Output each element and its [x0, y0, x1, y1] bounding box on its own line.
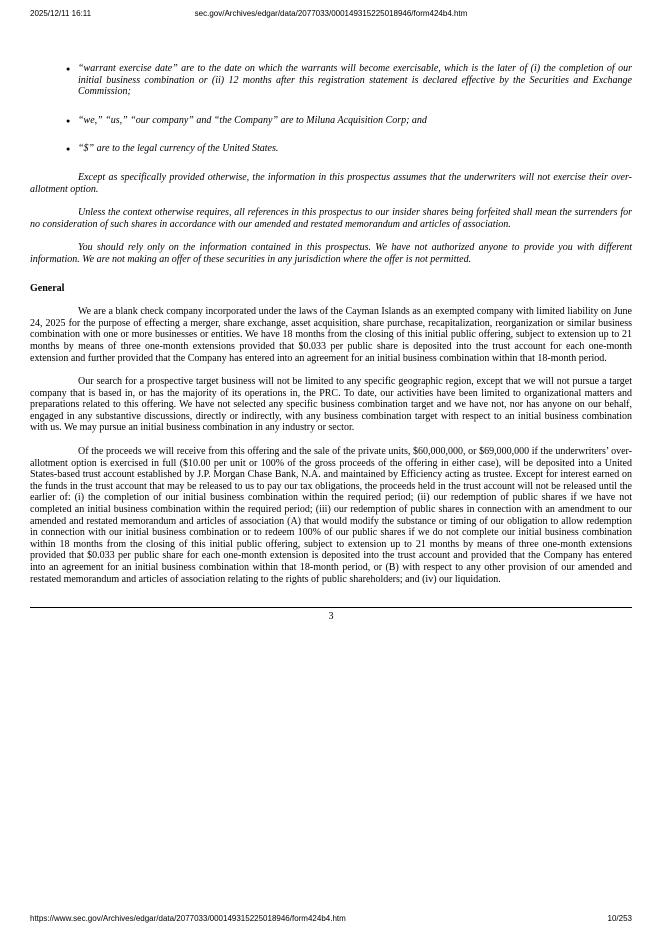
- list-item: [30, 63, 632, 98]
- notice-paragraph: Except as specifically provided otherwise, the information in this prospectus assumes that the underwriters will not exercise their over-allotment option.: [30, 171, 632, 195]
- print-title: sec.gov/Archives/edgar/data/2077033/000149315225018946/form424b4.htm: [194, 9, 468, 18]
- body-paragraph: Our search for a prospective target business will not be limited to any specific geographic region, except that we will not pursue a target company that is based in, or has the majority of its operations in, the PRC. To date, our activities have been limited to organizational matters and preparations related to this offering. We have not selected any specific business combination target and we have not, nor has anyone on our behalf, engaged in any substantive discussions, directly or indirectly, with any business combination target with respect to an initial business combination with us. We may pursue an initial business combination in any industry or sector.: [30, 376, 632, 434]
- body-paragraph: Of the proceeds we will receive from this offering and the sale of the private units, $60,000,000, or $69,000,000 if the underwriters’ over-allotment option is exercised in full ($10.00 per unit or 100% of the gross proceeds of the offering in either case), will be deposited into a United States-based trust account established by J.P. Morgan Chase Bank, N.A. and maintained by Efficiency acting as trustee. Except for interest earned on the funds in the trust account that may be released to us to pay our tax obligations, the proceeds held in the trust account will not be released until the earlier of: (i) the completion of our initial business combination within the required period; (ii) our redemption of public shares if we have not completed an initial business combination within the required period; (iii) our redemption of public shares in connection with an amendment to our amended and restated memorandum and articles of association (A) that would modify the substance or timing of our obligation to allow redemption in connection with our initial business combination or to redeem 100% of our public shares if we do not complete our initial business combination within 18 months from the closing of this initial public offering, subject to extension up to 21 months by means of three one-month extensions provided that $0.033 per public share for each one-month extension is deposited into the trust account and provided that the Company has entered into an agreement for an initial business combination within that 18-month period, or (B) with respect to any other provision of our amended and restated memorandum and articles of association relating to the rights of public shareholders; and (iv) our liquidation.: [30, 446, 632, 585]
- list-item: [30, 115, 632, 127]
- list-item-text: “$” are to the legal currency of the United States.: [78, 143, 279, 155]
- footer-page-indicator: 10/253: [607, 914, 632, 923]
- list-item-text: “we,” “us,” “our company” and “the Company” are to Miluna Acquisition Corp; and: [78, 114, 427, 126]
- list-item-text: “warrant exercise date” are to the date on which the warrants will become exercisable, which is the later of (i) the completion of our initial business combination or (ii) 12 months after this registration statement is declared effective by the Securities and Exchange Commission;: [78, 63, 632, 98]
- print-footer: [30, 914, 632, 924]
- notice-paragraph: You should rely only on the information contained in this prospectus. We have not authorized anyone to provide you with different information. We are not making an offer of these securities in any jurisdiction where the offer is not permitted.: [30, 242, 632, 265]
- document-body: [30, 63, 632, 623]
- print-timestamp: 2025/12/11 16:11: [30, 9, 92, 18]
- print-header: [30, 9, 632, 21]
- page-divider: [30, 607, 632, 608]
- footer-url: https://www.sec.gov/Archives/edgar/data/2077033/000149315225018946/form424b4.htm: [30, 914, 346, 923]
- page-number: 3: [328, 611, 334, 623]
- bullet-icon: ●: [66, 145, 71, 154]
- body-paragraph: We are a blank check company incorporated under the laws of the Cayman Islands as an exempted company with limited liability on June 24, 2025 for the purpose of effecting a merger, share exchange, asset acquisition, share purchase, recapitalization, reorganization or similar business combination with one or more businesses or entities. We have 18 months from the closing of this initial public offering, subject to extension up to 21 months by means of three one-month extensions provided that $0.033 per public share is deposited into the trust account for each one-month extension and further provided that the Company has entered into an agreement for an initial business combination within that 18-month period.: [30, 306, 632, 364]
- bullet-icon: ●: [66, 116, 71, 125]
- definitions-list: [30, 63, 632, 155]
- section-heading: General: [30, 282, 65, 294]
- notice-paragraph: Unless the context otherwise requires, all references in this prospectus to our insider shares being forfeited shall mean the surrenders for no consideration of such shares in accordance with our amended and restated memorandum and articles of association.: [30, 207, 632, 230]
- bullet-icon: ●: [66, 65, 71, 73]
- list-item: [30, 143, 632, 155]
